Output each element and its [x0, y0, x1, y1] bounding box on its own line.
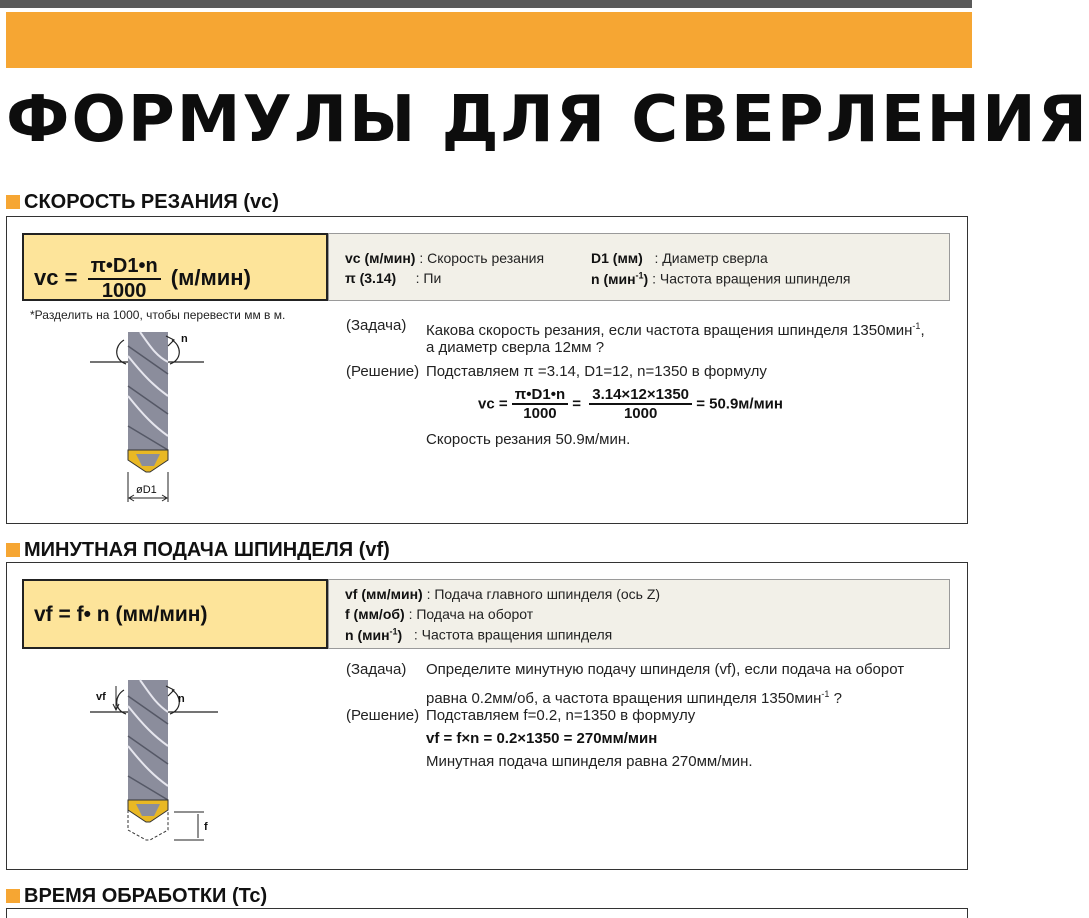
task-label: (Задача) [346, 661, 407, 678]
legend-item: vc (м/мин) : Скорость резания [345, 250, 545, 266]
solution-label: (Решение) [346, 707, 420, 724]
answer: Минутная подача шпинделя равна 270мм/мин. [426, 753, 753, 770]
formula-lhs: vc = [34, 264, 78, 290]
page-title: ФОРМУЛЫ ДЛЯ СВЕРЛЕНИЯ [6, 83, 1089, 157]
square-bullet-icon [6, 195, 20, 209]
feed-label: vf [96, 691, 106, 703]
rotation-label: n [178, 693, 185, 705]
formula-unit: (м/мин) [170, 264, 251, 290]
cutting-speed-legend [328, 233, 950, 301]
formula-numerator: π•D1•n [88, 255, 161, 280]
rotation-label: n [181, 333, 188, 345]
unit-note: *Разделить на 1000, чтобы перевести мм в м. [30, 308, 286, 322]
square-bullet-icon [6, 889, 20, 903]
calculation: vc = $\frac{\pi•D1•n}{1000}$ = $\frac{3.14\times 12\times 1350}{1000}$ = 50.9м/мин [478, 386, 783, 422]
top-rule [0, 0, 972, 8]
task-line: Какова скорость резания, если частота вращения шпинделя 1350мин$^{-1}$, [426, 321, 925, 339]
feed-rate-legend [328, 579, 950, 649]
legend-item: D1 (мм) : Диаметр сверла [591, 250, 768, 266]
task-line: равна 0.2мм/об, а частота вращения шпинделя 1350мин$^{-1}$ ? [426, 689, 842, 707]
cutting-speed-formula [22, 233, 328, 301]
diameter-label: øD1 [136, 484, 157, 496]
task-label: (Задача) [346, 317, 407, 334]
drill-diagram-icon [84, 326, 224, 506]
task-line: а диаметр сверла 12мм ? [426, 339, 605, 356]
machining-time-panel [6, 908, 968, 918]
solution-label: (Решение) [346, 363, 420, 380]
legend-item: n (мин$^{-1}$) : Частота вращения шпинделя [345, 626, 613, 643]
section-heading-feed-rate: МИНУТНАЯ ПОДАЧА ШПИНДЕЛЯ (vf) [6, 538, 390, 562]
legend-item: n (мин$^{-1}$) : Частота вращения шпинделя [591, 270, 851, 287]
header-band [6, 12, 972, 68]
square-bullet-icon [6, 543, 20, 557]
solution-line: Подставляем π =3.14, D1=12, n=1350 в формулу [426, 363, 767, 380]
formula-denominator: 1000 [101, 280, 147, 302]
calc-fraction: $\frac{\pi•D1•n}{1000}$ [512, 386, 568, 422]
drill-feed-diagram-icon [84, 672, 224, 852]
legend-item: vf (мм/мин) : Подача главного шпинделя (ось Z) [345, 586, 661, 602]
calc-fraction: $\frac{3.14\times 12\times 1350}{1000}$ [589, 386, 692, 422]
solution-line: Подставляем f=0.2, n=1350 в формулу [426, 707, 696, 724]
task-line: Определите минутную подачу шпинделя (vf), если подача на оборот [426, 661, 905, 678]
feed-rate-formula: vf = f• n (мм/мин) [22, 579, 328, 649]
section-heading-machining-time: ВРЕМЯ ОБРАБОТКИ (Tc) [6, 884, 267, 908]
legend-item: f (мм/об) : Подача на оборот [345, 606, 534, 622]
section-heading-cutting-speed: СКОРОСТЬ РЕЗАНИЯ (vc) [6, 190, 279, 214]
calculation: vf = f×n = 0.2×1350 = 270мм/мин [426, 730, 658, 747]
answer: Скорость резания 50.9м/мин. [426, 431, 631, 448]
feed-per-rev-label: f [204, 821, 208, 833]
formula-fraction [88, 255, 161, 303]
legend-item: π (3.14) : Пи [345, 270, 442, 286]
